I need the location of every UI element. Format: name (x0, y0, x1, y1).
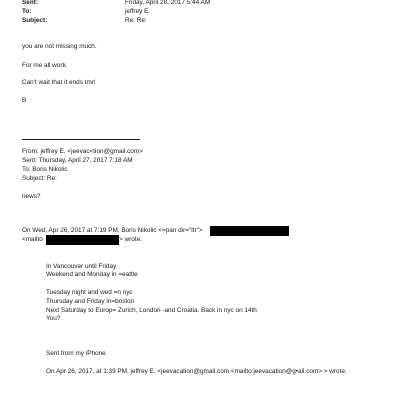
quoted-to: To: Boris Nikolic (22, 166, 68, 173)
subject-label: Subject: (22, 17, 48, 24)
attribution-wrote: > wrote: (119, 236, 142, 243)
sent-from-iphone: Sent from my iPhone (46, 350, 106, 357)
itinerary-line-5: Next Saturday to Europ= Zurich, London -and Croatia. Back in nyc on 14th (46, 307, 257, 314)
itinerary-line-4: Thursday and Friday in=boston (46, 298, 135, 305)
reply-line-3: Can't wait that it ends tmr! (22, 79, 96, 86)
attribution-mailto: <mailto (22, 236, 43, 243)
subject-value: Re: Re: (125, 17, 147, 24)
sent-label: Sent: (22, 0, 38, 6)
attribution-line-1: On Wed, Apr 26, 2017 at 7:19 PM, Boris Nikolic <=pan dir="ltr"> (22, 227, 203, 234)
redaction-bar (46, 235, 119, 245)
quoted-subject: Subject: Re: (22, 175, 57, 182)
reply-line-1: you are not missing much. (22, 43, 97, 50)
to-value: jeffrey E. (125, 8, 151, 15)
itinerary-line-6: You? (46, 315, 61, 322)
itinerary-line-1: In Vancouver until Friday (46, 263, 117, 270)
reply-line-2: For me all work. (22, 62, 68, 69)
itinerary-line-2: Weekend and Monday in =eattle (46, 271, 138, 278)
quoted-from: From: jeffrey E. <jeevac<tion@gmail.com> (22, 148, 143, 155)
quoted-sent: Sent: Thursday, April 27, 2017 7:18 AM (22, 157, 133, 164)
redaction-bar (210, 226, 289, 236)
sent-value: Friday, April 28, 2017 5:44 AM (125, 0, 211, 6)
itinerary-line-3: Tuesday night and wed =n nyc (46, 289, 133, 296)
to-label: To: (22, 8, 32, 15)
quoted-body: news? (22, 193, 41, 200)
separator-rule (22, 139, 140, 140)
reply-signature: B (22, 97, 27, 104)
attribution-line-2: On Apr 26, 2017, at 1:39 PM, jeffrey E. <jeevacation@gmail.com <mailto:jeevacation@g•ail.com> > wrote: (46, 368, 347, 375)
